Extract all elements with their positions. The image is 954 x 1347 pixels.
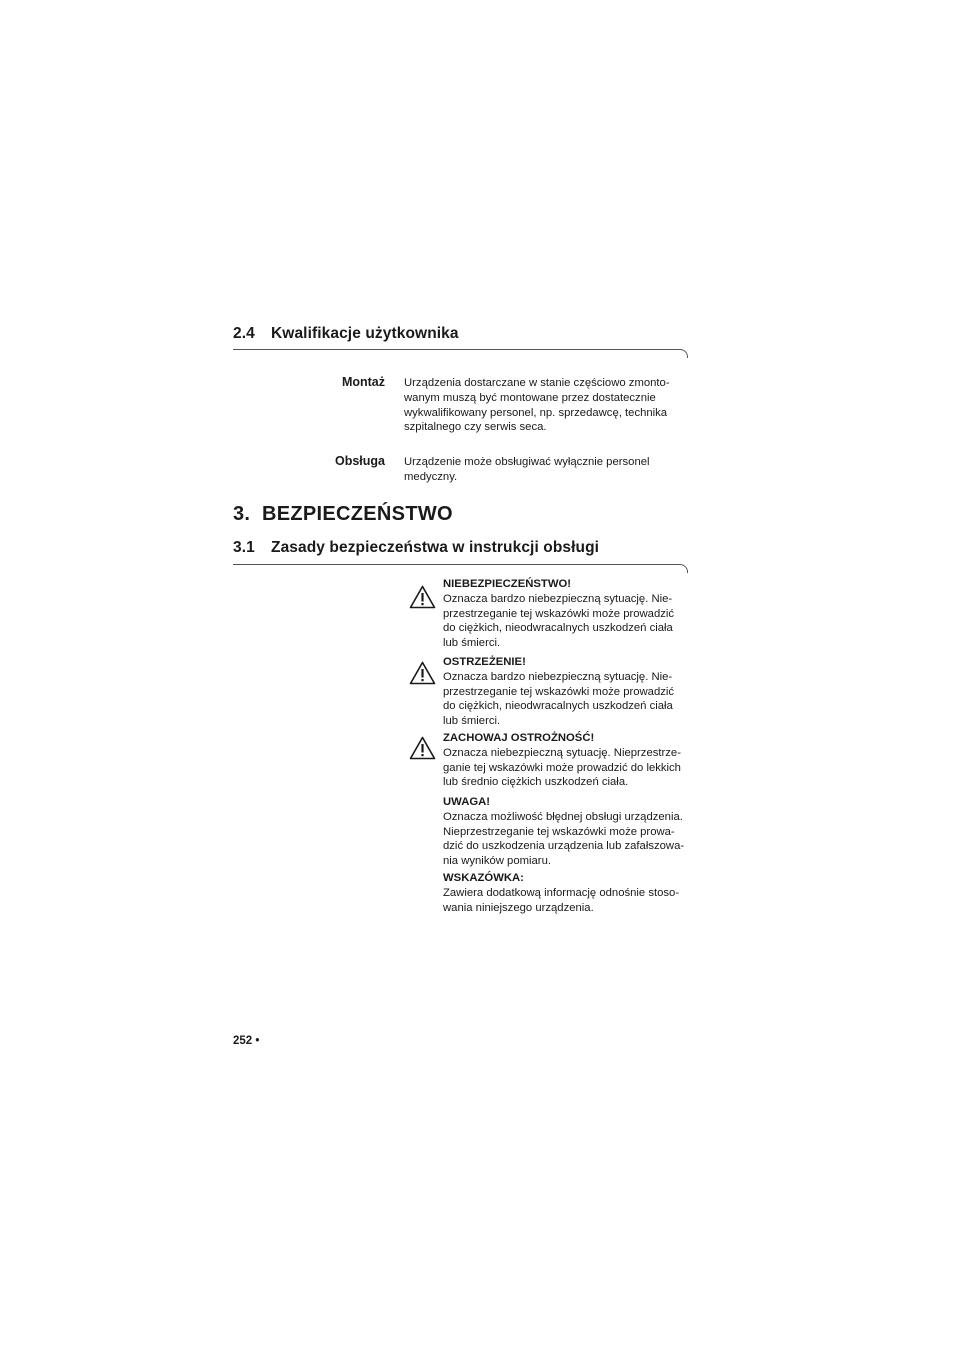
notice-line: Oznacza bardzo niebezpieczną sytuację. Nie- xyxy=(443,670,673,683)
notice-line: nia wyników pomiaru. xyxy=(443,855,551,868)
text-montaz xyxy=(404,376,670,435)
label-obsluga: Obsługa xyxy=(334,454,385,468)
notice-line: wania niniejszego urządzenia. xyxy=(443,901,594,914)
notice-title: WSKAZÓWKA: xyxy=(443,872,524,884)
label-montaz: Montaż xyxy=(341,375,385,389)
section-2-4-number: 2.4 xyxy=(233,325,255,342)
section-2-4-title: Kwalifikacje użytkownika xyxy=(271,325,459,342)
notice-warning xyxy=(443,655,674,729)
section-2-4-rule xyxy=(233,349,680,350)
section-3-1-rule-end xyxy=(679,564,688,573)
text-line: medyczny. xyxy=(404,470,458,483)
notice-line: ganie tej wskazówki może prowadzić do lekkich xyxy=(443,761,681,774)
chapter-3-title: BEZPIECZEŃSTWO xyxy=(262,503,453,525)
warning-triangle-icon xyxy=(409,736,436,760)
notice-danger xyxy=(443,577,674,651)
notice-caution xyxy=(443,731,681,790)
section-3-1-number: 3.1 xyxy=(233,539,255,556)
notice-line: Oznacza możliwość błędnej obsługi urządzenia. xyxy=(443,810,683,823)
notice-line: lub śmierci. xyxy=(443,637,501,650)
warning-triangle-icon xyxy=(409,661,436,685)
notice-line: Oznacza niebezpieczną sytuację. Nieprzestrze- xyxy=(443,746,681,759)
warning-triangle-icon xyxy=(409,585,436,609)
notice-title: UWAGA! xyxy=(443,796,491,808)
page-number: 252 • xyxy=(233,1035,260,1047)
text-line: wykwalifikowany personel, np. sprzedawcę, technika xyxy=(404,406,668,419)
section-3-1-rule xyxy=(233,564,680,565)
notice-hint xyxy=(443,871,679,915)
notice-line: do ciężkich, nieodwracalnych uszkodzeń ciała xyxy=(443,700,673,713)
section-2-4-heading xyxy=(233,325,459,343)
text-obsluga xyxy=(404,455,650,485)
chapter-3-number: 3. xyxy=(233,503,251,525)
notice-line: dzić do uszkodzenia urządzenia lub zafałszowa- xyxy=(443,840,685,853)
notice-line: lub śmierci. xyxy=(443,715,501,728)
notice-line: Oznacza bardzo niebezpieczną sytuację. Nie- xyxy=(443,592,673,605)
notice-attention xyxy=(443,795,684,869)
text-line: szpitalnego czy serwis seca. xyxy=(404,421,547,434)
notice-title: NIEBEZPIECZEŃSTWO! xyxy=(443,578,572,590)
notice-title: OSTRZEŻENIE! xyxy=(443,656,526,668)
text-line: wanym muszą być montowane przez dostatecznie xyxy=(404,391,656,404)
section-3-1-title: Zasady bezpieczeństwa w instrukcji obsługi xyxy=(271,539,600,556)
notice-line: przestrzeganie tej wskazówki może prowadzić xyxy=(443,685,675,698)
text-line: Urządzenia dostarczane w stanie częściowo zmonto- xyxy=(404,377,670,389)
section-2-4-rule-end xyxy=(679,349,688,358)
notice-line: do ciężkich, nieodwracalnych uszkodzeń ciała xyxy=(443,622,673,635)
notice-line: Zawiera dodatkową informację odnośnie stoso- xyxy=(443,886,680,899)
section-3-1-heading xyxy=(233,539,599,557)
notice-line: przestrzeganie tej wskazówki może prowadzić xyxy=(443,607,675,620)
text-line: Urządzenie może obsługiwać wyłącznie personel xyxy=(404,456,650,468)
chapter-3-heading xyxy=(233,503,453,526)
notice-title: ZACHOWAJ OSTROŻNOŚĆ! xyxy=(443,732,595,744)
notice-line: Nieprzestrzeganie tej wskazówki może prowa- xyxy=(443,825,675,838)
notice-line: lub średnio ciężkich uszkodzeń ciała. xyxy=(443,776,629,789)
